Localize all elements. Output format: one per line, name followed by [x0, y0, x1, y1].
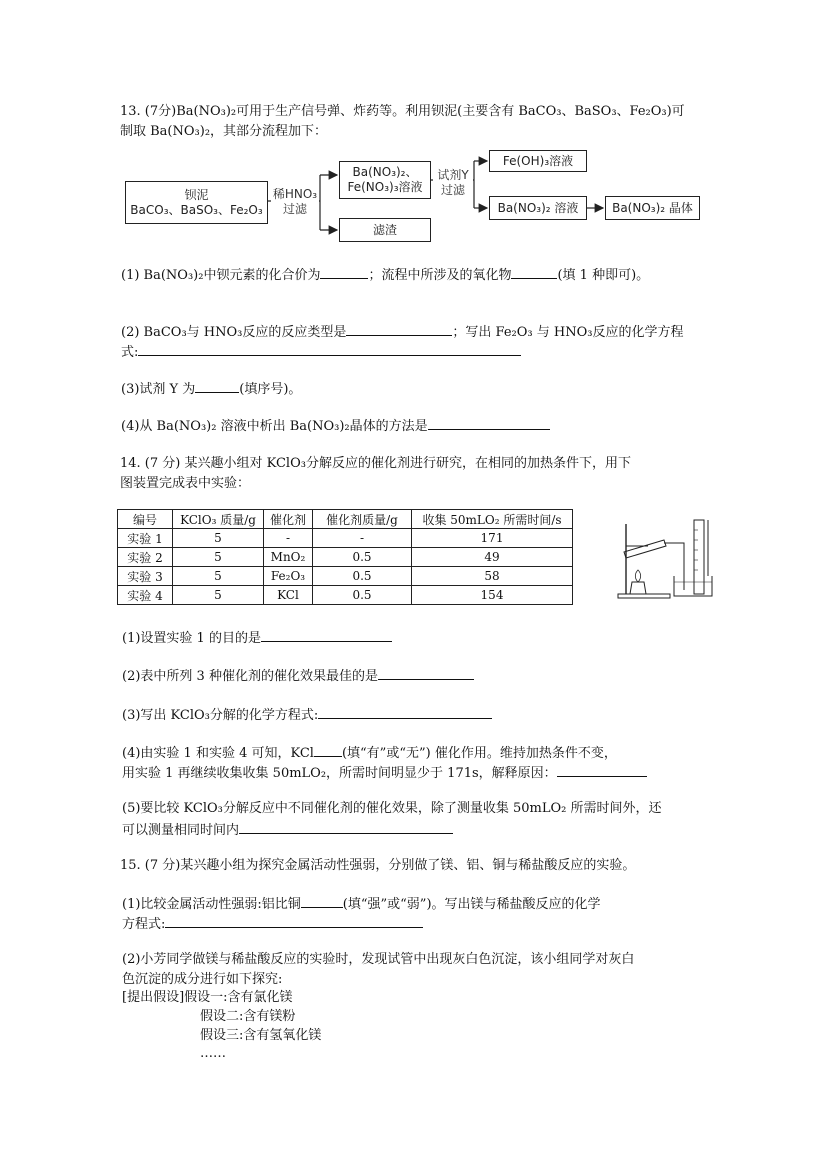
q14-answer-blank-measurement[interactable] — [239, 820, 453, 834]
table-cell: 0.5 — [313, 586, 412, 605]
measuring-cylinder — [694, 520, 704, 594]
q13-part4-text-a: (4)从 Ba(NO₃)₂ 溶液中析出 Ba(NO₃)₂晶体的方法是 — [121, 419, 428, 434]
q13-part1 — [121, 265, 649, 284]
box-nitrate-solution-line1: Ba(NO₃)₂、 — [352, 165, 418, 179]
q13-part1-text-c: (填 1 种即可)。 — [557, 268, 650, 283]
table-row — [118, 586, 573, 605]
table-cell: Fe₂O₃ — [264, 567, 313, 586]
q13-part2-text-b: ；写出 Fe₂O₃ 与 HNO₃反应的化学方程 — [452, 325, 684, 340]
box-residue: 滤渣 — [339, 218, 431, 242]
q15-part1-text-a: (1)比较金属活动性强弱:铝比铜 — [122, 897, 301, 912]
q14-part4-text-c: 用实验 1 再继续收集收集 50mLO₂，所需时间明显少于 171s，解释原因： — [122, 766, 557, 781]
stand-base — [618, 594, 670, 598]
q15-hypothesis-2: 假设二:含有镁粉 — [200, 1009, 296, 1024]
box-iron-hydroxide: Fe(OH)₃溶液 — [489, 150, 587, 172]
table-cell: MnO₂ — [264, 548, 313, 567]
table-header-cell: KClO₃ 质量/g — [173, 510, 264, 529]
table-cell: 5 — [173, 548, 264, 567]
experiment-table — [117, 509, 573, 605]
q13-part2-cont — [121, 342, 521, 361]
table-cell: 实验 2 — [118, 548, 173, 567]
q13-answer-blank-oxide[interactable] — [511, 265, 557, 279]
q14-part4-text-a: (4)由实验 1 和实验 4 可知，KCl — [122, 746, 314, 761]
box-barium-nitrate-solution: Ba(NO₃)₂ 溶液 — [489, 196, 587, 220]
q14-answer-blank-purpose[interactable] — [261, 628, 392, 642]
q14-part4-text-b: (填“有”或“无”) 催化作用。维持加热条件不变， — [341, 746, 617, 761]
q14-part3-text: (3)写出 KClO₃分解的化学方程式: — [122, 708, 319, 723]
box-nitrate-solution — [339, 161, 431, 199]
table-row — [118, 529, 573, 548]
table-header-cell: 编号 — [118, 510, 173, 529]
table-row — [118, 548, 573, 567]
q13-part3 — [121, 379, 301, 398]
q14-part2 — [122, 666, 474, 685]
label-reagent-y-name: 试剂Y — [437, 168, 469, 182]
q14-answer-blank-has-catalysis[interactable] — [314, 743, 342, 757]
q14-part1-text: (1)设置实验 1 的目的是 — [122, 631, 261, 646]
q13-part1-text-b: ；流程中所涉及的氧化物 — [368, 268, 512, 283]
table-cell: - — [313, 529, 412, 548]
box-barium-mud — [125, 181, 268, 224]
table-cell: 实验 3 — [118, 567, 173, 586]
label-reagent-y — [433, 168, 473, 198]
table-header-cell: 催化剂质量/g — [313, 510, 412, 529]
label-dilute-hno3-reagent: 稀HNO₃ — [272, 187, 318, 201]
q14-part4 — [122, 743, 617, 762]
box-barium-nitrate-crystal: Ba(NO₃)₂ 晶体 — [605, 196, 700, 220]
q14-answer-blank-equation[interactable] — [318, 705, 492, 719]
box-barium-mud-components: BaCO₃、BaSO₃、Fe₂O₃ — [130, 202, 263, 217]
table-row — [118, 567, 573, 586]
table-header-cell: 收集 50mLO₂ 所需时间/s — [412, 510, 573, 529]
q15-line1: 15. (7 分)某兴趣小组为探究金属活动性强弱，分别做了镁、铝、铜与稀盐酸反应的实验。 — [120, 858, 636, 873]
q15-ellipsis: …… — [200, 1046, 226, 1061]
q13-answer-blank-valence[interactable] — [320, 265, 368, 279]
q15-hypothesis-label: [提出假设] — [122, 990, 185, 1005]
q14-part1 — [122, 628, 392, 647]
table-cell: 58 — [412, 567, 573, 586]
water-trough — [674, 576, 712, 596]
q14-part5: (5)要比较 KClO₃分解反应中不同催化剂的催化效果，除了测量收集 50mLO₂ 所需时间外，还 — [122, 801, 662, 816]
apparatus-illustration — [614, 516, 714, 602]
q15-hypothesis-3: 假设三:含有氢氧化镁 — [200, 1028, 322, 1043]
q13-line2: 制取 Ba(NO₃)₂，其部分流程加下： — [120, 124, 328, 139]
q15-part1-text-c: 方程式: — [122, 917, 166, 932]
label-dilute-hno3-filter: 过滤 — [282, 202, 307, 216]
q14-part2-text: (2)表中所列 3 种催化剂的催化效果最佳的是 — [122, 669, 378, 684]
q14-part4-cont — [122, 763, 647, 782]
label-dilute-hno3 — [271, 187, 319, 217]
test-tube — [624, 540, 666, 558]
q13-line1: 13. (7分)Ba(NO₃)₂可用于生产信号弹、炸药等。利用钡泥(主要含有 BaCO₃、BaSO₃、Fe₂O₃)可 — [120, 104, 685, 119]
table-cell: 5 — [173, 586, 264, 605]
q15-part1-text-b: (填“强”或“弱”)。写出镁与稀盐酸反应的化学 — [342, 897, 601, 912]
q13-part2-text-a: (2) BaCO₃与 HNO₃反应的反应类型是 — [121, 325, 347, 340]
table-cell: 154 — [412, 586, 573, 605]
alcohol-lamp — [630, 582, 646, 594]
q13-answer-blank-equation[interactable] — [138, 342, 521, 356]
table-cell: 5 — [173, 567, 264, 586]
q14-part3 — [122, 705, 492, 724]
table-header-cell: 催化剂 — [264, 510, 313, 529]
q14-part5-cont — [122, 820, 453, 839]
q13-part4 — [121, 416, 550, 435]
table-cell: 实验 1 — [118, 529, 173, 548]
q13-part2-text-c: 式: — [121, 345, 139, 360]
q14-line1: 14. (7 分) 某兴趣小组对 KClO₃分解反应的催化剂进行研究，在相同的加热条件下，用下 — [120, 456, 631, 471]
q13-part2 — [121, 322, 683, 341]
box-nitrate-solution-line2: Fe(NO₃)₃溶液 — [347, 180, 423, 194]
q15-part2-cont: 色沉淀的成分进行如下探究: — [122, 972, 283, 987]
flame — [635, 570, 640, 582]
table-cell: 171 — [412, 529, 573, 548]
box-barium-mud-title: 钡泥 — [184, 187, 209, 202]
q15-hypothesis-1: 假设一:含有氯化镁 — [184, 990, 293, 1005]
q13-answer-blank-method[interactable] — [428, 416, 550, 430]
q15-answer-blank-activity[interactable] — [301, 894, 343, 908]
table-header-row — [118, 510, 573, 529]
q13-part1-text-a: (1) Ba(NO₃)₂中钡元素的化合价为 — [121, 268, 321, 283]
q14-answer-blank-best-catalyst[interactable] — [378, 666, 474, 680]
q15-hypothesis-row — [122, 989, 293, 1006]
table-cell: 0.5 — [313, 548, 412, 567]
table-cell: 0.5 — [313, 567, 412, 586]
q13-answer-blank-reaction-type[interactable] — [346, 322, 452, 336]
label-reagent-y-filter: 过滤 — [440, 183, 465, 197]
q15-part1-cont — [122, 914, 423, 933]
q13-part3-text-a: (3)试剂 Y 为 — [121, 382, 196, 397]
q15-part2: (2)小芳同学做镁与稀盐酸反应的实验时，发现试管中出现灰白色沉淀，该小组同学对灰白 — [122, 952, 635, 967]
table-cell: 实验 4 — [118, 586, 173, 605]
table-cell: - — [264, 529, 313, 548]
table-cell: KCl — [264, 586, 313, 605]
q13-part3-text-b: (填序号)。 — [239, 382, 302, 397]
q14-line2: 图装置完成表中实验： — [120, 476, 251, 491]
table-cell: 5 — [173, 529, 264, 548]
q15-answer-blank-equation[interactable] — [165, 914, 423, 928]
q15-part1 — [122, 894, 601, 913]
table-cell: 49 — [412, 548, 573, 567]
q14-part5-text-b: 可以测量相同时间内 — [122, 823, 240, 838]
q14-answer-blank-reason[interactable] — [557, 763, 647, 777]
q13-answer-blank-reagent[interactable] — [195, 379, 239, 393]
